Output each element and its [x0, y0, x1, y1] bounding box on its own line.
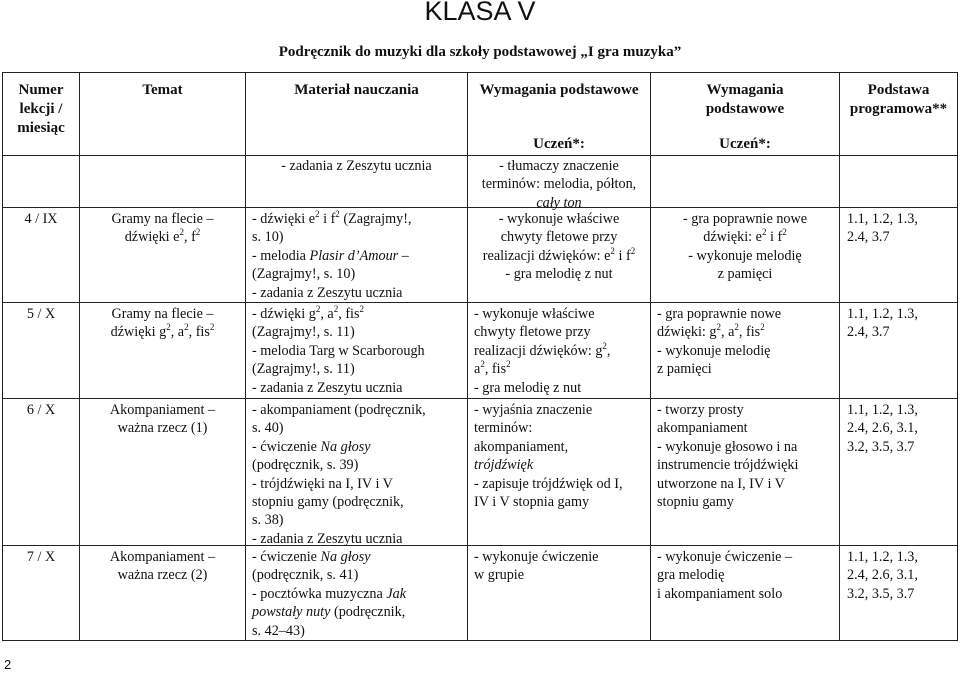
intro-material: - zadania z Zeszytu ucznia: [281, 158, 432, 174]
page-title: KLASA V: [424, 0, 536, 26]
row-2-podstawa: 1.1, 1.2, 1.3, 2.4, 3.7: [847, 306, 918, 341]
row-1-wymagania-1: - wykonuje właściwe chwyty fletowe przy realizacji dźwięków: $e^2$ i $f^2$ - gra melodię z nut: [482, 211, 636, 283]
row-3-wymagania-1: - wyjaśnia znaczenie terminów: akompaniament, trójdźwięk - zapisuje trójdźwięk od I, IV i V stopnia gamy: [474, 402, 623, 511]
row-4-wymagania-1: - wykonuje ćwiczenie w grupie: [474, 549, 599, 584]
row-3-temat: Akompaniament – ważna rzecz (1): [109, 402, 216, 437]
header-material: Materiał nauczania: [294, 82, 419, 98]
row-2-temat: Gramy na flecie – dźwięki $g^2$, $a^2$, fis$^2$: [110, 306, 215, 341]
header-podstawa: Podstawa programowa**: [849, 82, 948, 117]
row-4-temat: Akompaniament – ważna rzecz (2): [109, 549, 216, 584]
row-3-wymagania-2: - tworzy prosty akompaniament - wykonuje głosowo i na instrumencie trójdźwięki utworzone na I, IV i V stopniu gamy: [657, 402, 799, 511]
header-numer: Numer lekcji / miesiąc: [17, 82, 65, 136]
row-4-numer: 7 / X: [26, 549, 56, 565]
header-wymagania-1: Wymagania podstawowe: [479, 82, 639, 98]
header-temat: Temat: [142, 82, 183, 98]
row-4-podstawa: 1.1, 1.2, 1.3, 2.4, 2.6, 3.1, 3.2, 3.5, 3.7: [847, 549, 918, 602]
row-4-material: - ćwiczenie Na głosy (podręcznik, s. 41) - pocztówka muzyczna Jak powstały nuty (podręcznik, s. 42–43): [252, 549, 407, 639]
page-subtitle: Podręcznik do muzyki dla szkoły podstawowej „I gra muzyka”: [278, 44, 682, 60]
row-1-wymagania-2: - gra poprawnie nowe dźwięki: $e^2$ i $f^2$ - wykonuje melodię z pamięci: [682, 211, 808, 283]
header-wymagania-2: Wymagania podstawowe: [705, 82, 785, 117]
row-1-material: - dźwięki $e^2$ i $f^2$ (Zagrajmy!, s. 10) - melodia Plasir d’Amour – (Zagrajmy!, s. 10) - zadania z Zeszytu ucznia: [252, 209, 412, 301]
row-4-wymagania-2: - wykonuje ćwiczenie – gra melodię i akompaniament solo: [657, 549, 793, 602]
row-2-material: - dźwięki $g^2$, $a^2$, fis$^2$ (Zagrajmy!, s. 11) - melodia Targ w Scarborough (Zagrajmy!, s. 11) - zadania z Zeszytu ucznia: [252, 304, 425, 396]
row-1-temat: Gramy na flecie – dźwięki $e^2$, $f^2$: [111, 211, 214, 246]
row-2-numer: 5 / X: [26, 306, 56, 322]
row-3-podstawa: 1.1, 1.2, 1.3, 2.4, 2.6, 3.1, 3.2, 3.5, 3.7: [847, 402, 918, 455]
page-number: 2: [4, 657, 12, 672]
row-3-material: - akompaniament (podręcznik, s. 40) - ćwiczenie Na głosy (podręcznik, s. 39) - trójdźwięki na I, IV i V stopniu gamy (podręcznik, s. 38) - zadania z Zeszytu ucznia: [252, 402, 426, 547]
header-uczen-1: Uczeń*:: [533, 136, 585, 152]
row-2-wymagania-2: - gra poprawnie nowe dźwięki: $g^2$, $a^2$, fis$^2$ - wykonuje melodię z pamięci: [657, 306, 782, 378]
row-3-numer: 6 / X: [26, 402, 56, 418]
intro-wymagania: - tłumaczy znaczenie terminów: melodia, półton, cały ton: [481, 158, 637, 211]
row-2-wymagania-1: - wykonuje właściwe chwyty fletowe przy realizacji dźwięków: $g^2$, $a^2$, fis$^2$ - gra melodię z nut: [474, 306, 611, 396]
row-1-numer: 4 / IX: [24, 211, 58, 227]
header-uczen-2: Uczeń*:: [719, 136, 771, 152]
row-1-podstawa: 1.1, 1.2, 1.3, 2.4, 3.7: [847, 211, 918, 246]
